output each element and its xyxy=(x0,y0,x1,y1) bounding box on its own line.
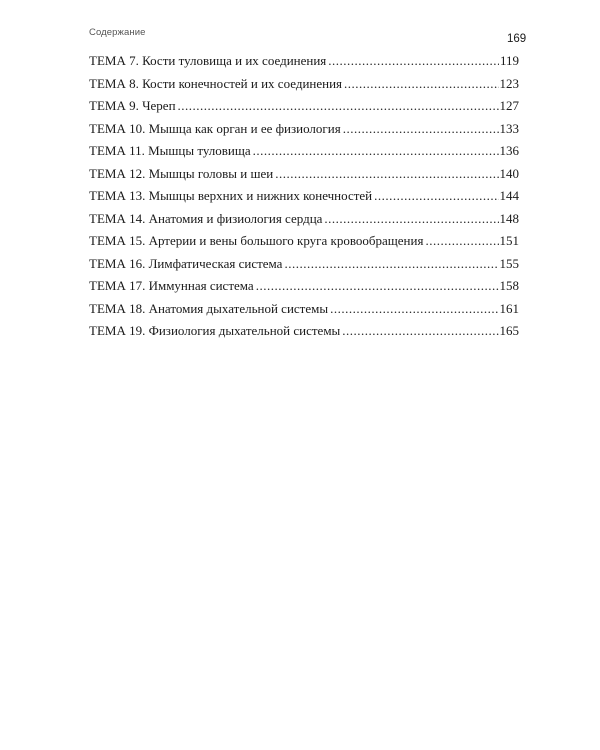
toc-dot-leader xyxy=(342,320,498,343)
page-number: 169 xyxy=(507,33,527,45)
toc-entry-page: 161 xyxy=(499,300,519,316)
toc-entry-page: 155 xyxy=(499,255,519,271)
toc-entry-page: 123 xyxy=(499,75,519,91)
toc-entry-title: ТЕМА 17. Иммунная система xyxy=(89,278,254,293)
toc-dot-leader xyxy=(328,50,499,73)
toc-entry xyxy=(89,208,519,231)
toc-entry-title: ТЕМА 8. Кости конечностей и их соединения xyxy=(89,75,343,91)
toc-entry-page: 133 xyxy=(499,120,519,136)
toc-entry-page: 151 xyxy=(499,233,519,248)
toc-entry xyxy=(89,73,519,96)
toc-dot-leader xyxy=(330,298,498,321)
toc-entry-title: ТЕМА 16. Лимфатическая система xyxy=(89,255,283,271)
toc-dot-leader xyxy=(374,185,498,208)
toc-dot-leader xyxy=(253,140,499,163)
toc-dot-leader xyxy=(284,253,498,276)
toc-entry-title: ТЕМА 13. Мышцы верхних и нижних конечностей xyxy=(89,188,373,203)
toc-dot-leader xyxy=(344,73,498,96)
toc-entry-page: 140 xyxy=(499,165,519,181)
toc-entry-title: ТЕМА 9. Череп xyxy=(89,98,176,113)
toc-entry-title: ТЕМА 11. Мышцы туловища xyxy=(89,143,251,158)
toc-entry-title: ТЕМА 18. Анатомия дыхательной системы xyxy=(89,300,329,316)
toc-entry xyxy=(89,50,519,73)
toc-entry xyxy=(89,253,519,276)
toc-dot-leader xyxy=(425,230,498,253)
toc-dot-leader xyxy=(256,275,499,298)
toc-entry-title: ТЕМА 15. Артерии и вены большого круга кровообращения xyxy=(89,233,424,248)
toc-entry-page: 119 xyxy=(499,53,519,68)
running-head: Содержание xyxy=(89,27,146,38)
toc-entry-title: ТЕМА 10. Мышца как орган и ее физиология xyxy=(89,120,341,136)
toc-entry-title: ТЕМА 14. Анатомия и физиология сердца xyxy=(89,210,323,226)
toc-entry xyxy=(89,185,519,208)
toc-entry xyxy=(89,95,519,118)
toc-entry xyxy=(89,140,519,163)
toc-entry xyxy=(89,275,519,298)
toc-entry xyxy=(89,230,519,253)
toc-entry-title: ТЕМА 19. Физиология дыхательной системы xyxy=(89,323,341,338)
toc-entry-page: 144 xyxy=(499,188,519,203)
toc-dot-leader xyxy=(275,163,498,186)
toc-entry xyxy=(89,298,519,321)
table-of-contents xyxy=(89,50,519,343)
toc-entry-page: 148 xyxy=(499,210,519,226)
toc-entry-title: ТЕМА 7. Кости туловища и их соединения xyxy=(89,53,327,68)
toc-dot-leader xyxy=(343,118,499,141)
toc-dot-leader xyxy=(324,208,498,231)
toc-entry xyxy=(89,118,519,141)
toc-entry xyxy=(89,320,519,343)
toc-entry-page: 165 xyxy=(499,323,519,338)
toc-dot-leader xyxy=(178,95,499,118)
toc-entry xyxy=(89,163,519,186)
toc-entry-page: 136 xyxy=(499,143,519,158)
toc-entry-title: ТЕМА 12. Мышцы головы и шеи xyxy=(89,165,274,181)
toc-entry-page: 127 xyxy=(499,98,519,113)
toc-entry-page: 158 xyxy=(499,278,519,293)
